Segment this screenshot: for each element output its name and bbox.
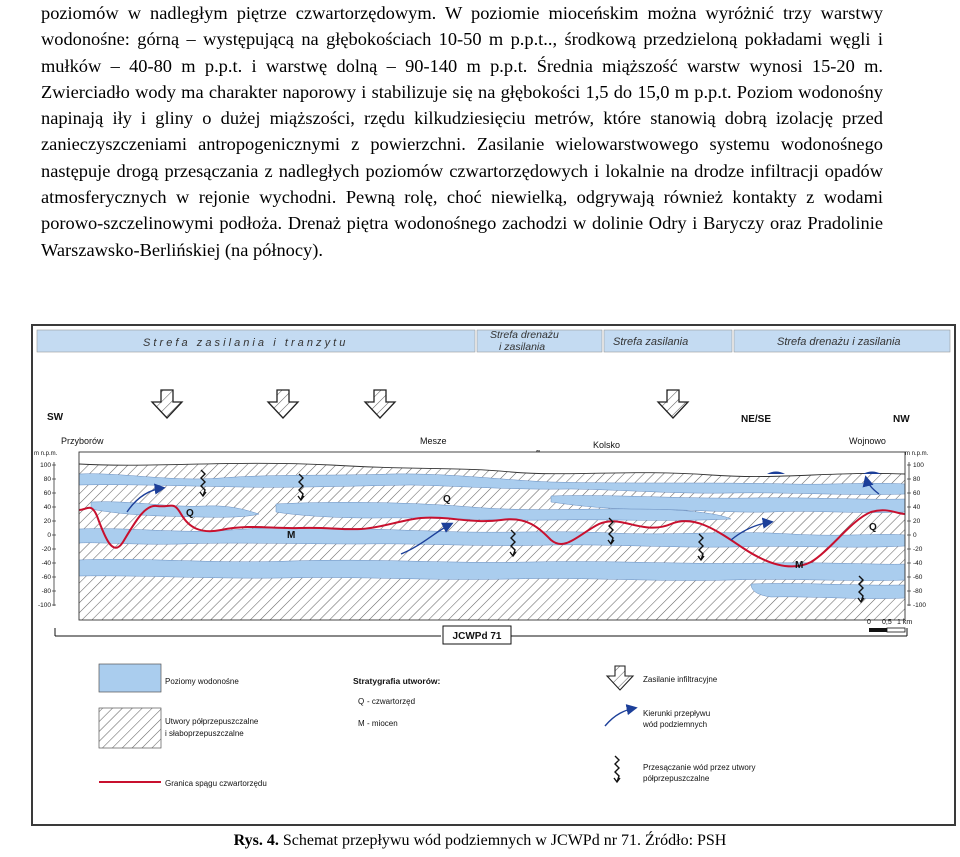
caption-label: Rys. 4. xyxy=(233,832,279,849)
axis-tick-label-right: 100 xyxy=(913,462,924,469)
axis-tick-label-left: -20 xyxy=(41,546,51,553)
body-paragraph: poziomów w nadległym piętrze czwartorzędowym. W poziomie mioceńskim można wyróżnić trzy warstwy wodonośne: górną – występującą na głębokościach 10-50 m p.p.t.., środkową przedzieloną pokładami węgli i mułków – 40-80 m p.p.t. i warstwę dolną – 90-140 m p.p.t. Średnia miąższość warstw wynosi 15-20 m. Zwierciadło wody ma charakter naporowy i stabilizuje się na głębokości 1,5 do 15,0 m p.p.t. Poziom wodonośny napinają iły i gliny o dużej miąższości, rzędu kilkudziesięciu metrów, które stanowią dobrą izolację przed zanieczyszczeniami antropogenicznymi z powierzchni. Zasilanie wielowarstwowego systemu wodonośnego następuje drogą przesączania z nadległych poziomów czwartorzędowych i lokalnie na drodze infiltracji opadów atmosferycznych w rejonie wychodni. Pewną rolę, choć niewielką, odgrywają również kontakty z wodami porowo-szczelinowymi podłoża. Drenaż piętra wodonośnego zachodzi w dolinie Odry i Baryczy oraz Pradolinie Warszawsko-Berlińskiej (na północy). xyxy=(41,3,883,260)
axis-tick-label-left: -60 xyxy=(41,574,51,581)
axis-tick-label-right: -80 xyxy=(913,588,923,595)
zone-label-3: Strefa zasilania xyxy=(613,336,689,348)
label-m-1: M xyxy=(287,530,296,541)
label-m-2: M xyxy=(795,560,804,571)
axis-tick-label-right: 0 xyxy=(913,532,917,539)
legend-semipermeable-label-2: i słaboprzepuszczalne xyxy=(165,729,244,738)
legend-flow-label-2: wód podziemnych xyxy=(643,720,708,729)
legend-aquifer-swatch xyxy=(99,664,161,692)
scale-start: 0 xyxy=(867,619,871,626)
axis-tick-label-right: 60 xyxy=(913,490,921,497)
scale-mid: 0,5 xyxy=(882,619,892,626)
axis-tick-label-left: 80 xyxy=(43,476,51,483)
axis-tick-label-left: 40 xyxy=(43,504,51,511)
axis-tick-label-right: -60 xyxy=(913,574,923,581)
label-sw: SW xyxy=(47,412,64,423)
axis-tick-label-right: -100 xyxy=(913,602,927,609)
groundwater-flow-diagram xyxy=(31,324,956,826)
label-nese: NE/SE xyxy=(741,414,772,425)
axis-tick-label-left: 0 xyxy=(47,532,51,539)
legend-base-label: Granica spągu czwartorzędu xyxy=(165,779,267,788)
axis-tick-label-left: 20 xyxy=(43,518,51,525)
legend-m-desc: - miocen xyxy=(367,719,398,728)
axis-tick-label-right: 80 xyxy=(913,476,921,483)
legend-m-code: M xyxy=(358,719,365,728)
axis-tick-label-right: 40 xyxy=(913,504,921,511)
zone-label-1: S t r e f a z a s i l a n i a i t r a n z y t u xyxy=(143,337,346,349)
legend-strat-title: Stratygrafia utworów: xyxy=(353,676,441,686)
figure-caption xyxy=(0,832,960,850)
legend-leakage-label-1: Przesączanie wód przez utwory xyxy=(643,763,756,772)
caption-text: Schemat przepływu wód podziemnych w JCWPd nr 71. Źródło: PSH xyxy=(282,832,727,849)
legend-flow-label-1: Kierunki przepływu xyxy=(643,709,711,718)
axis-tick-label-left: -40 xyxy=(41,560,51,567)
place-kolsko: Kolsko xyxy=(593,440,621,450)
cross-section xyxy=(79,452,905,620)
scale-end: 1 km xyxy=(897,619,913,626)
legend-aquifer-label: Poziomy wodonośne xyxy=(165,677,239,686)
legend-semipermeable-swatch xyxy=(99,708,161,748)
label-nw: NW xyxy=(893,414,910,425)
axis-tick-label-left: 60 xyxy=(43,490,51,497)
zone-label-4: Strefa drenażu i zasilania xyxy=(777,336,901,348)
place-przyborow: Przyborów xyxy=(61,436,104,446)
legend-infiltration-label: Zasilanie infiltracyjne xyxy=(643,675,718,684)
place-wojnowo: Wojnowo xyxy=(849,436,886,446)
zone-label-2b: i zasilania xyxy=(499,341,546,353)
legend-q-code: Q xyxy=(358,697,365,706)
axis-tick-label-left: -100 xyxy=(37,602,51,609)
axis-tick-label-left: 100 xyxy=(40,462,51,469)
axis-unit-right: m n.p.m. xyxy=(905,451,929,457)
axis-unit-left: m n.p.m. xyxy=(34,451,58,457)
zone-label-2a: Strefa drenażu xyxy=(490,329,559,341)
aquifer-lens xyxy=(751,583,905,598)
legend-semipermeable-label-1: Utwory półprzepuszczalne xyxy=(165,717,259,726)
axis-tick-label-right: 20 xyxy=(913,518,921,525)
label-q-3: Q xyxy=(869,522,877,533)
label-q-1: Q xyxy=(186,508,194,519)
axis-tick-label-right: -20 xyxy=(913,546,923,553)
place-mesze: Mesze xyxy=(420,436,447,446)
axis-tick-label-left: -80 xyxy=(41,588,51,595)
axis-tick-label-right: -40 xyxy=(913,560,923,567)
legend-leakage-label-2: półprzepuszczalne xyxy=(643,774,710,783)
legend-q-desc: - czwartorzęd xyxy=(367,697,416,706)
label-q-2: Q xyxy=(443,494,451,505)
jcwpd-label: JCWPd 71 xyxy=(452,631,502,642)
zone-banner xyxy=(37,329,950,353)
